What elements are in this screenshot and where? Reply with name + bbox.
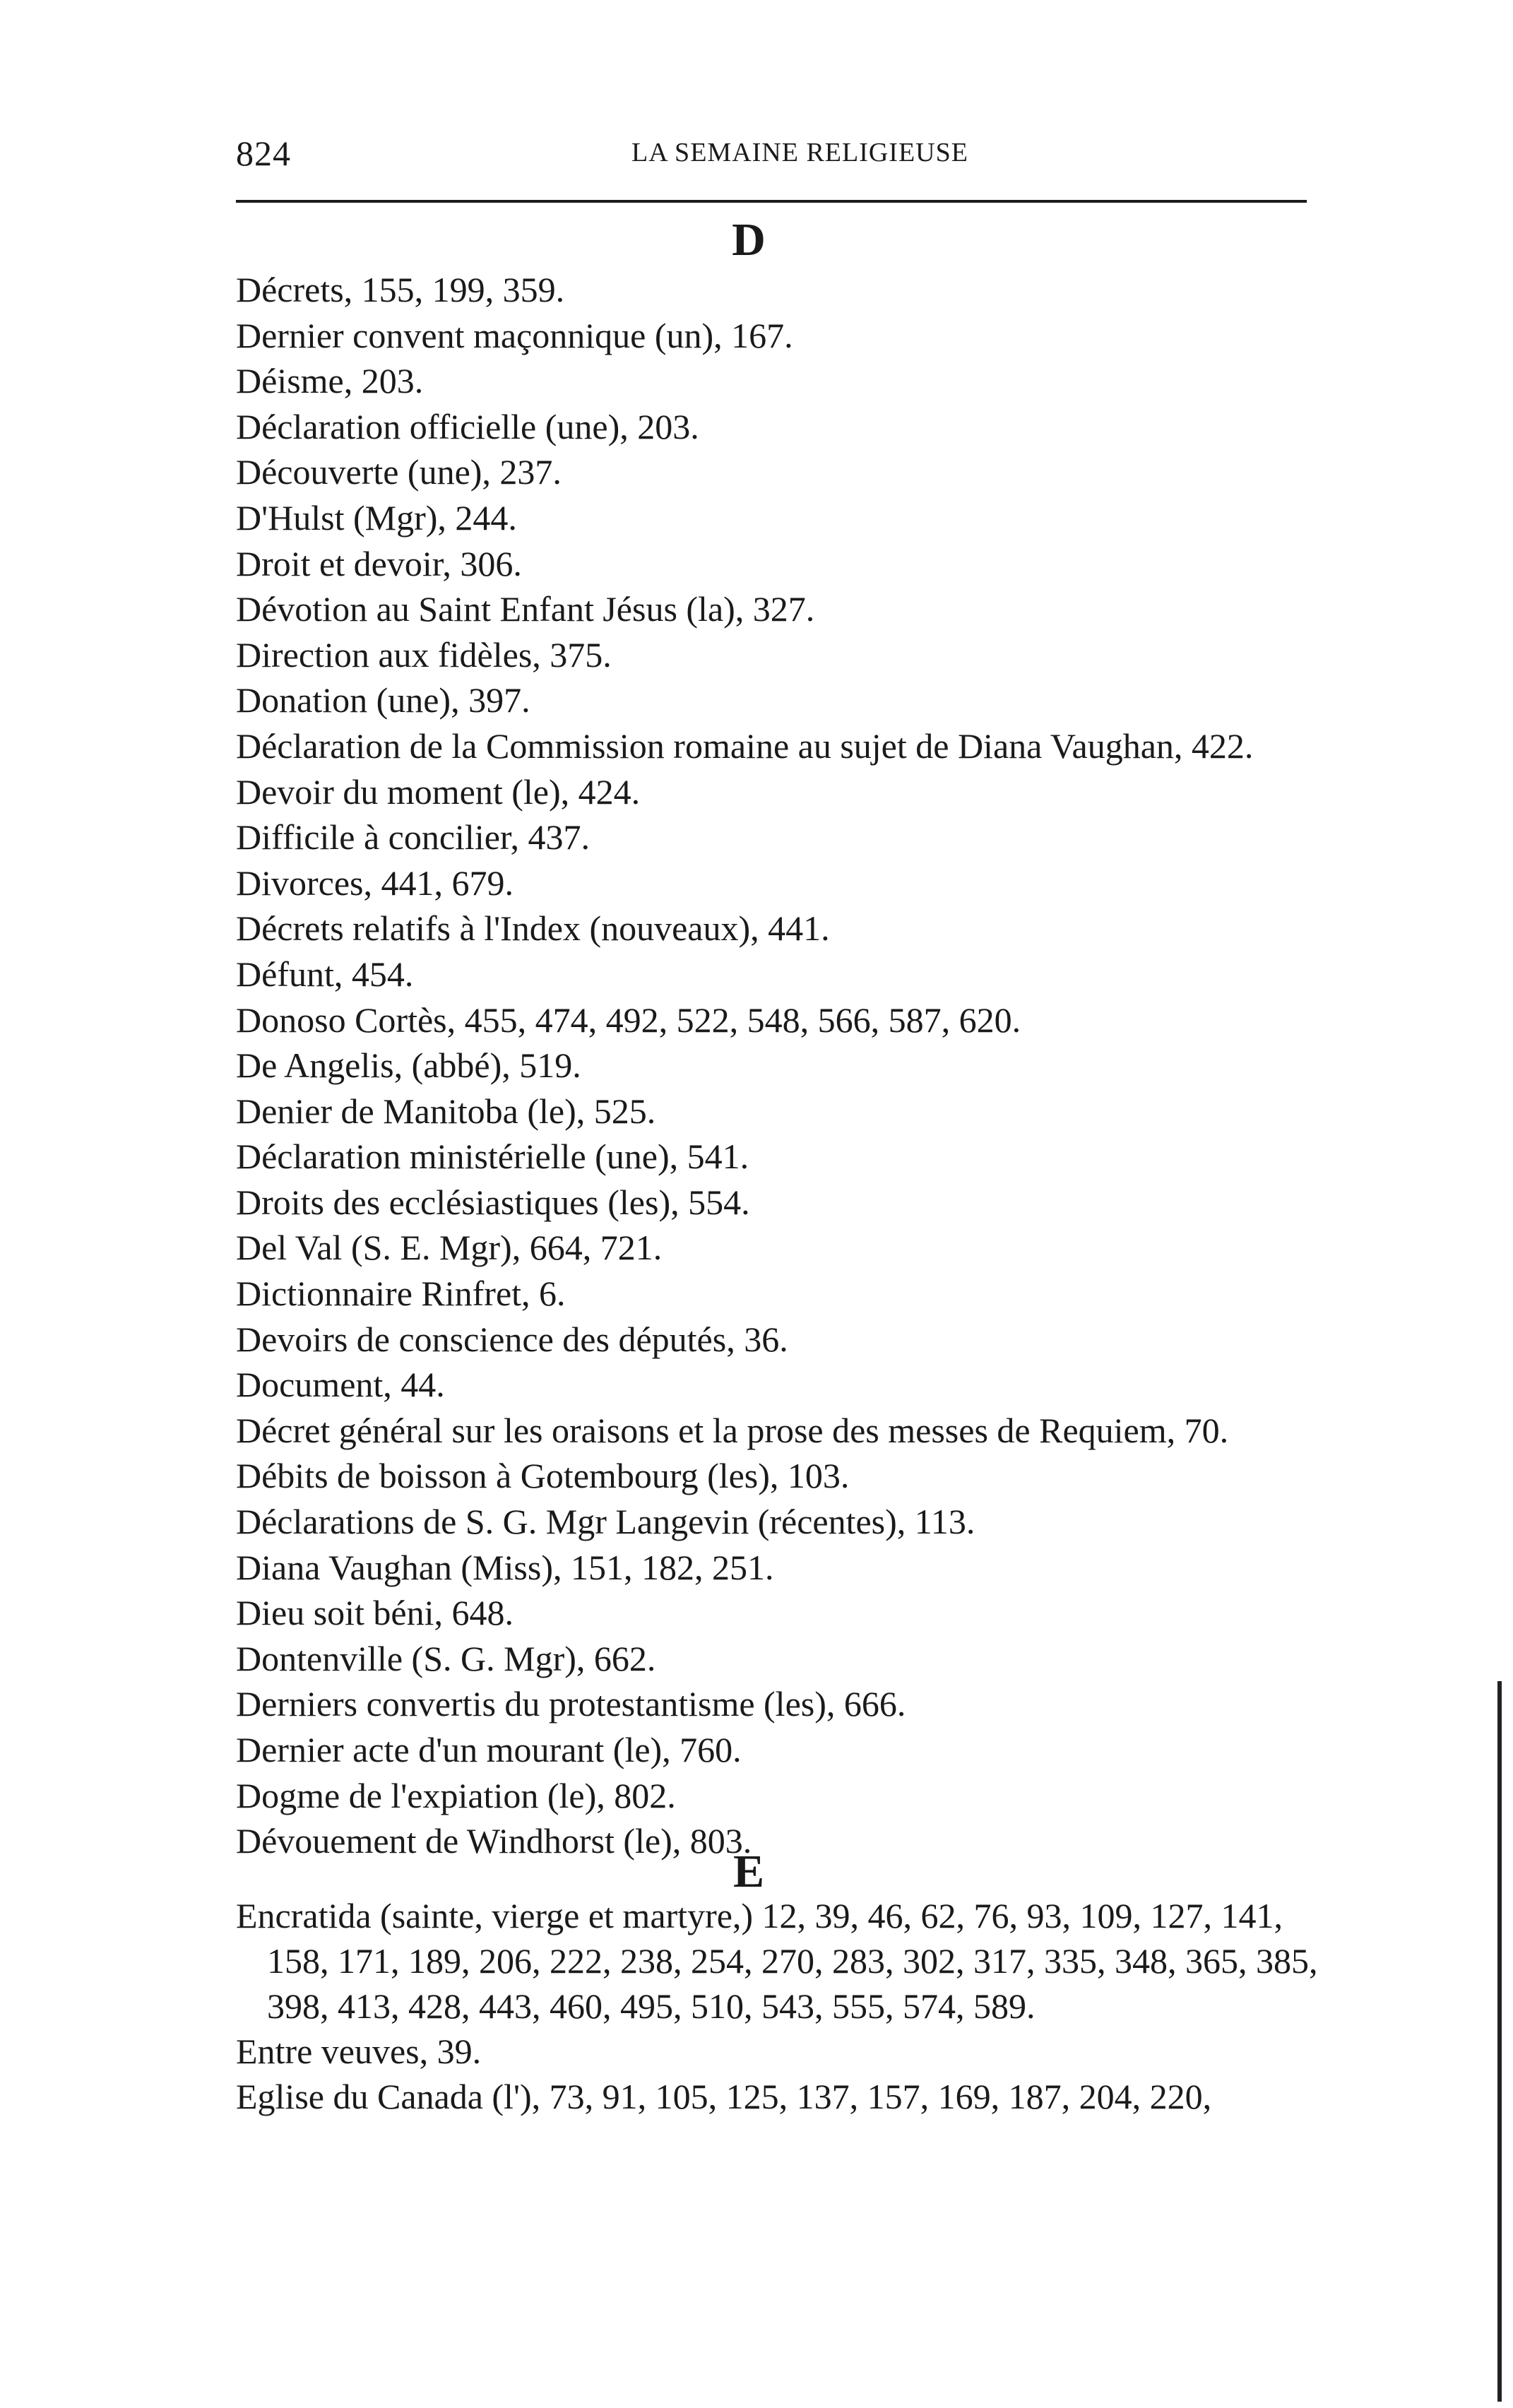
index-entry: Déisme, 203. [236,361,424,401]
index-entry: Déclaration de la Commission romaine au sujet de Diana Vaughan, 422. [236,725,1254,766]
index-entry: Document, 44. [236,1365,445,1405]
page-header [236,126,1307,182]
index-entry: Dernier acte d'un mourant (le), 760. [236,1730,742,1769]
index-entry: Dogme de l'expiation (le), 802. [236,1775,676,1815]
index-entry: Défunt, 454. [236,954,414,994]
index-entry: Déclaration officielle (une), 203. [236,406,699,446]
index-entry: Del Val (S. E. Mgr), 664, 721. [236,1228,663,1268]
index-entry: Droit et devoir, 306. [236,543,522,583]
margin-rule [1497,1681,1502,2402]
running-title: LA SEMAINE RELIGIEUSE [631,138,968,167]
index-entry: Divorces, 441, 679. [236,862,514,903]
index-entry: Dictionnaire Rinfret, 6. [236,1274,566,1314]
index-section-e [236,1893,1366,2119]
index-entry: Dévouement de Windhorst (le), 803. [236,1821,752,1861]
index-entry: Déclarations de S. G. Mgr Langevin (récentes), 113. [236,1502,975,1542]
index-entry: Débits de boisson à Gotembourg (les), 103. [236,1456,850,1496]
index-entry: Découverte (une), 237. [236,452,562,492]
index-entry: Dernier convent maçonnique (un), 167. [236,315,793,355]
index-entry: Décrets, 155, 199, 359. [236,270,565,309]
index-entry: Devoirs de conscience des députés, 36. [236,1319,788,1359]
page-number: 824 [236,134,291,173]
index-entry: D'Hulst (Mgr), 244. [236,497,517,538]
index-entry: Décrets relatifs à l'Index (nouveaux), 441. [236,908,830,949]
index-entry: Dieu soit béni, 648. [236,1593,514,1633]
section-letter-d: D [732,214,766,266]
index-entry: Direction aux fidèles, 375. [236,634,612,675]
index-entry: Dévotion au Saint Enfant Jésus (la), 327. [236,589,815,629]
index-entry: Difficile à concilier, 437. [236,817,591,858]
index-entry: Décret général sur les oraisons et la prose des messes de Requiem, 70. [236,1410,1229,1450]
index-entry: Encratida (sainte, vierge et martyre,) 12, 39, 46, 62, 76, 93, 109, 127, 141, 158, 171, 189, 206, 222, 238, 254, 270, 283, 302, 317, 335, 348, 365, 385, 398, 413, 428, 443, 460, 495, 510, 543, 555, 574, 589. [236,1896,1318,2026]
index-section-d [236,267,1366,1864]
section-letter-e: E [732,1846,765,1897]
index-entry: Donation (une), 397. [236,680,530,720]
header-rule [236,200,1307,203]
index-entry: Derniers convertis du protestantisme (les), 666. [236,1684,906,1724]
index-entry: Entre veuves, 39. [236,2032,482,2071]
index-entry: Devoir du moment (le), 424. [236,771,641,812]
index-entry: Eglise du Canada (l'), 73, 91, 105, 125, 137, 157, 169, 187, 204, 220, [236,2077,1212,2116]
index-entry: Donoso Cortès, 455, 474, 492, 522, 548, 566, 587, 620. [236,1000,1021,1040]
index-entry: De Angelis, (abbé), 519. [236,1045,581,1086]
index-entry: Droits des ecclésiastiques (les), 554. [236,1182,750,1222]
index-entry: Diana Vaughan (Miss), 151, 182, 251. [236,1547,774,1587]
index-entry: Déclaration ministérielle (une), 541. [236,1137,749,1177]
index-entry: Dontenville (S. G. Mgr), 662. [236,1638,656,1678]
index-entry: Denier de Manitoba (le), 525. [236,1091,656,1131]
